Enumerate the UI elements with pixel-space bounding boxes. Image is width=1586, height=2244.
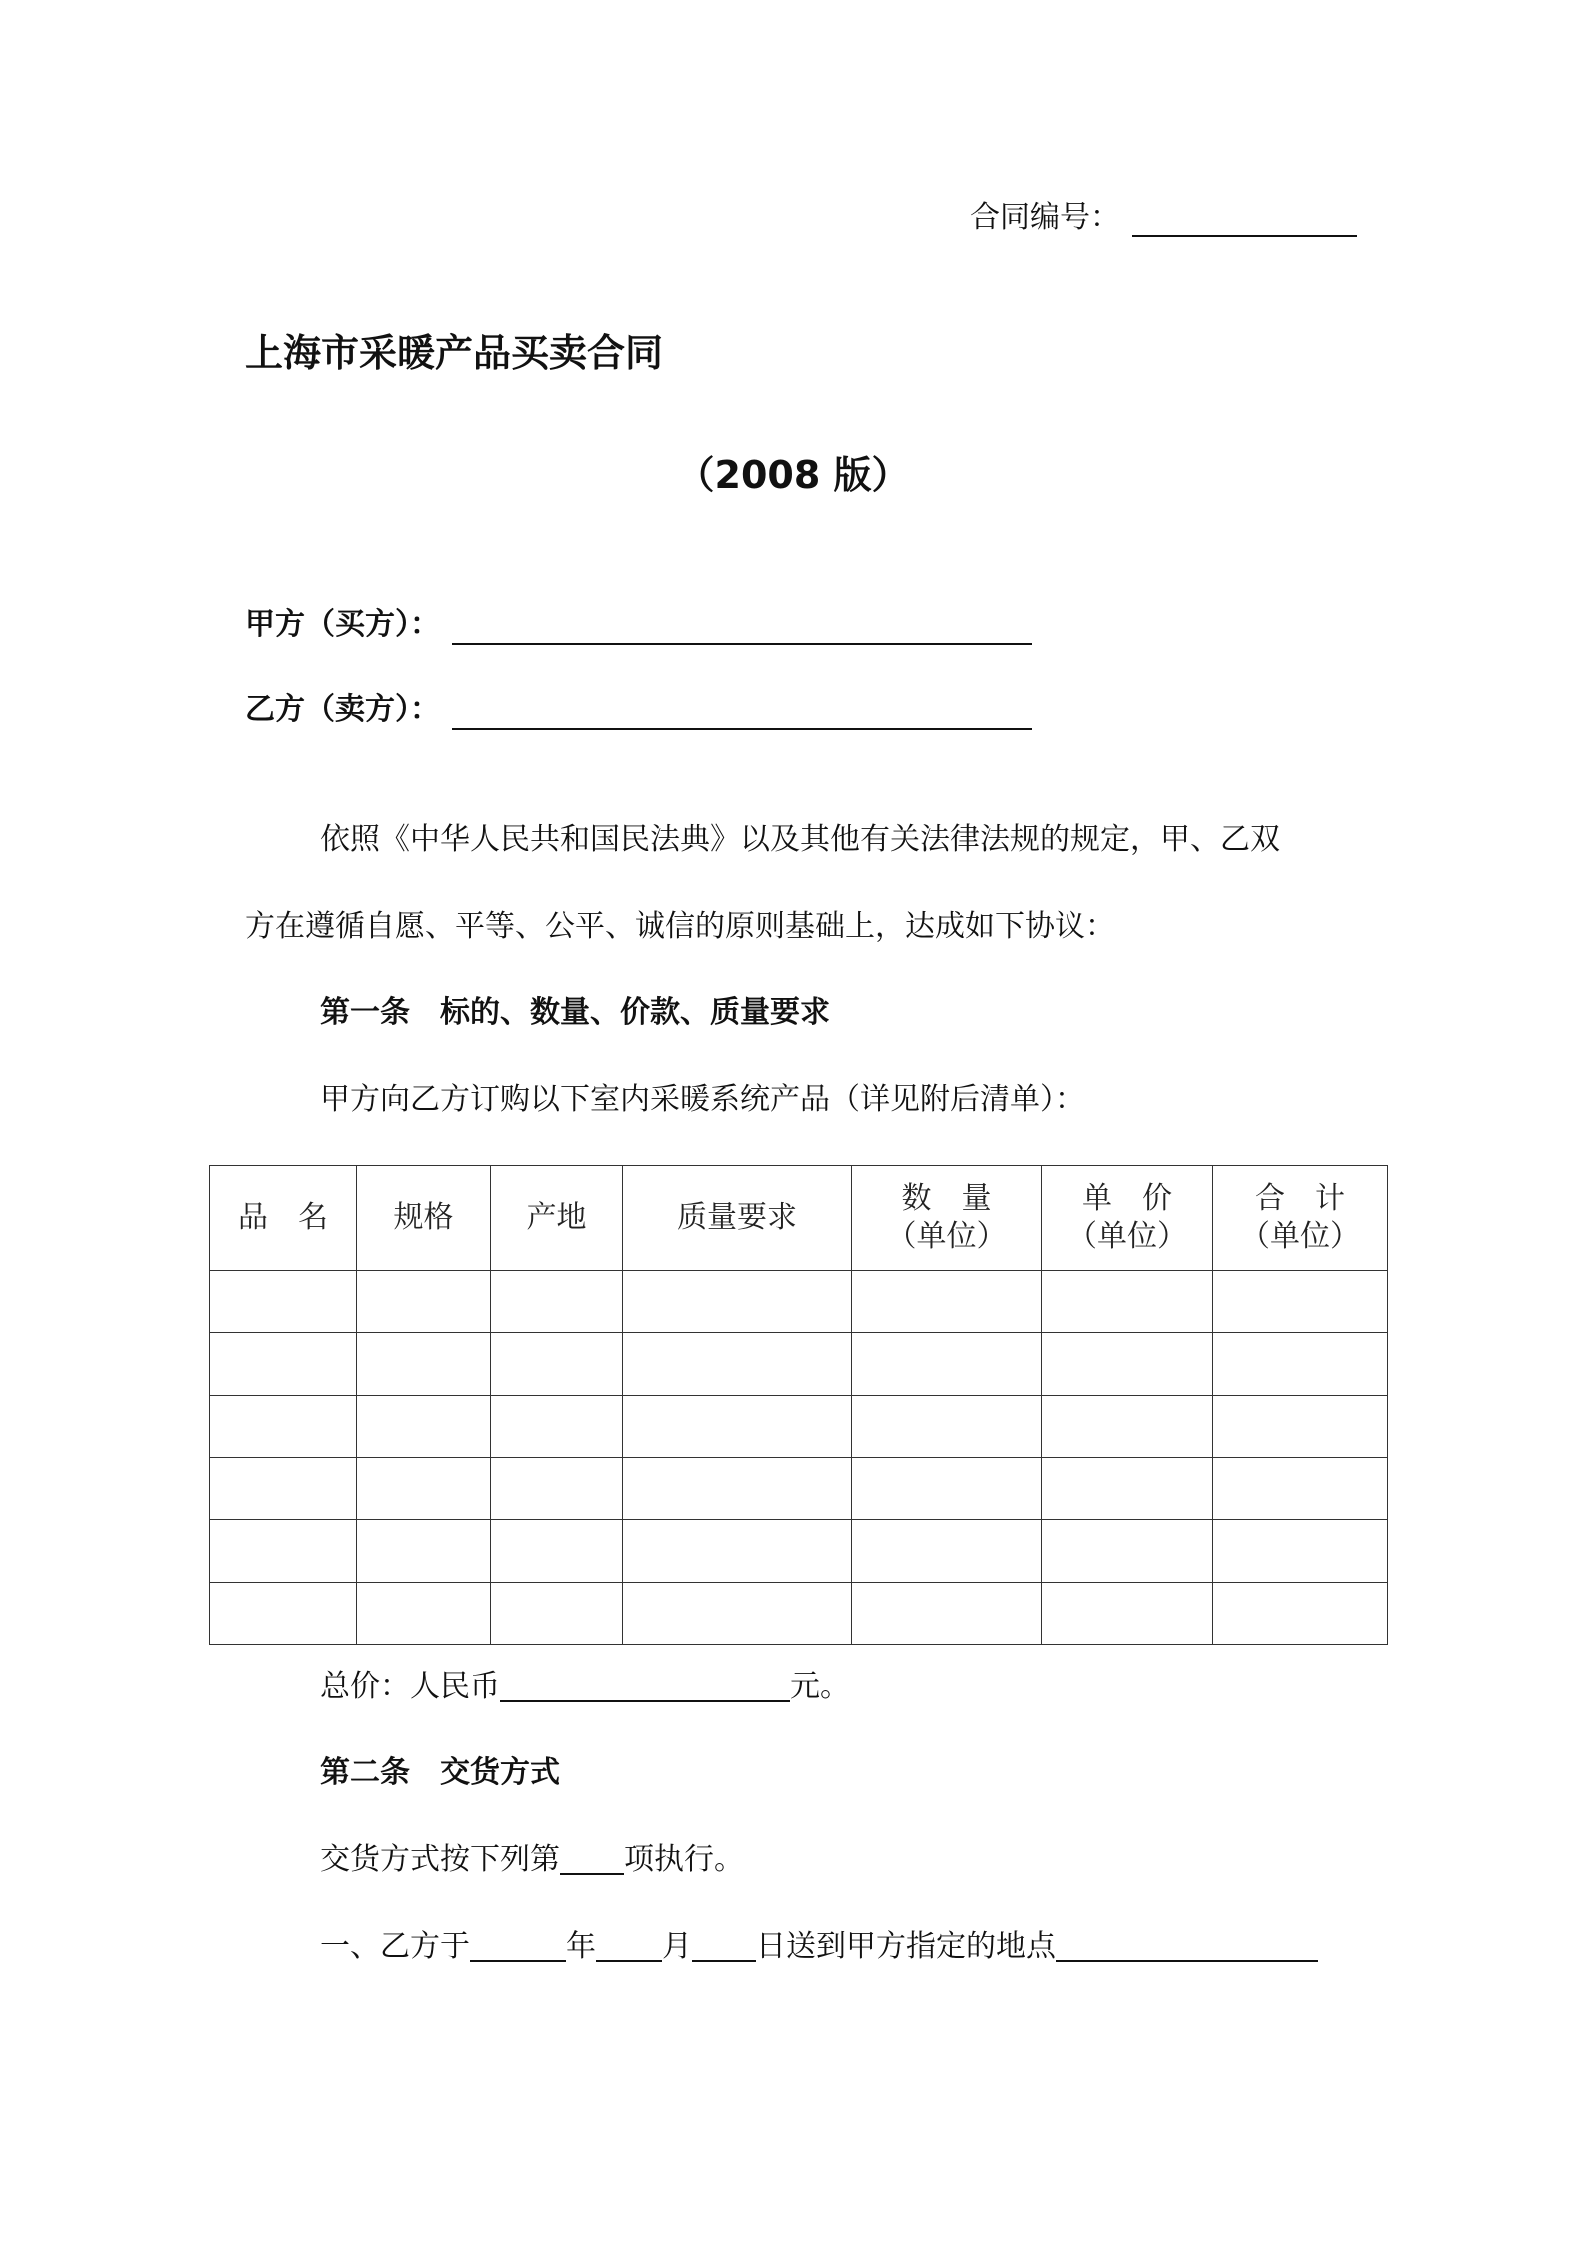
product-table xyxy=(209,1165,1388,1645)
article-1-heading: 第一条 标的、数量、价款、质量要求 xyxy=(320,995,830,1030)
table-row xyxy=(210,1333,1388,1395)
total-price-line xyxy=(320,1667,850,1707)
contract-number-blank[interactable] xyxy=(1132,235,1357,237)
preamble-line-1: 依照《中华人民共和国民法典》以及其他有关法律法规的规定，甲、乙双 xyxy=(320,822,1280,857)
header-total: 合 计 （单位） xyxy=(1213,1166,1388,1271)
table-row xyxy=(210,1395,1388,1457)
delivery-option-blank[interactable] xyxy=(560,1841,624,1875)
preamble-line-2: 方在遵循自愿、平等、公平、诚信的原则基础上，达成如下协议： xyxy=(245,909,1115,944)
table-row xyxy=(210,1520,1388,1582)
header-quality: 质量要求 xyxy=(623,1166,852,1271)
header-origin: 产地 xyxy=(491,1166,623,1271)
delivery-choice-line: 交货方式按下列第 项执行。 xyxy=(320,1842,744,1877)
delivery-option-1: 一、乙方于 年 月 日送到甲方指定的地点 xyxy=(320,1927,1318,1967)
document-edition: （2008 版） xyxy=(676,453,910,497)
total-price-blank[interactable] xyxy=(500,1668,790,1702)
party-b-label: 乙方（卖方）： xyxy=(245,692,440,727)
delivery-day-blank[interactable] xyxy=(692,1928,756,1962)
party-a-blank[interactable] xyxy=(452,643,1032,645)
document-title: 上海市采暖产品买卖合同 xyxy=(245,331,664,375)
header-specification: 规格 xyxy=(357,1166,491,1271)
article-2-heading: 第二条 交货方式 xyxy=(320,1755,560,1790)
party-a-label: 甲方（买方）： xyxy=(245,607,440,642)
article-1-intro: 甲方向乙方订购以下室内采暖系统产品（详见附后清单）： xyxy=(320,1082,1085,1117)
table-row xyxy=(210,1457,1388,1519)
party-b-blank[interactable] xyxy=(452,728,1032,730)
contract-number-label: 合同编号： xyxy=(970,200,1120,235)
delivery-year-blank[interactable] xyxy=(470,1928,566,1962)
table-row xyxy=(210,1271,1388,1333)
header-quantity: 数 量 （单位） xyxy=(852,1166,1042,1271)
delivery-location-blank[interactable] xyxy=(1056,1928,1318,1962)
table-row xyxy=(210,1582,1388,1644)
total-price-suffix: 元。 xyxy=(790,1669,850,1704)
header-product-name: 品 名 xyxy=(210,1166,357,1271)
header-unit-price: 单 价 （单位） xyxy=(1042,1166,1213,1271)
table-header-row xyxy=(210,1166,1388,1271)
total-price-prefix: 总价：人民币 xyxy=(320,1669,500,1704)
delivery-month-blank[interactable] xyxy=(596,1928,662,1962)
